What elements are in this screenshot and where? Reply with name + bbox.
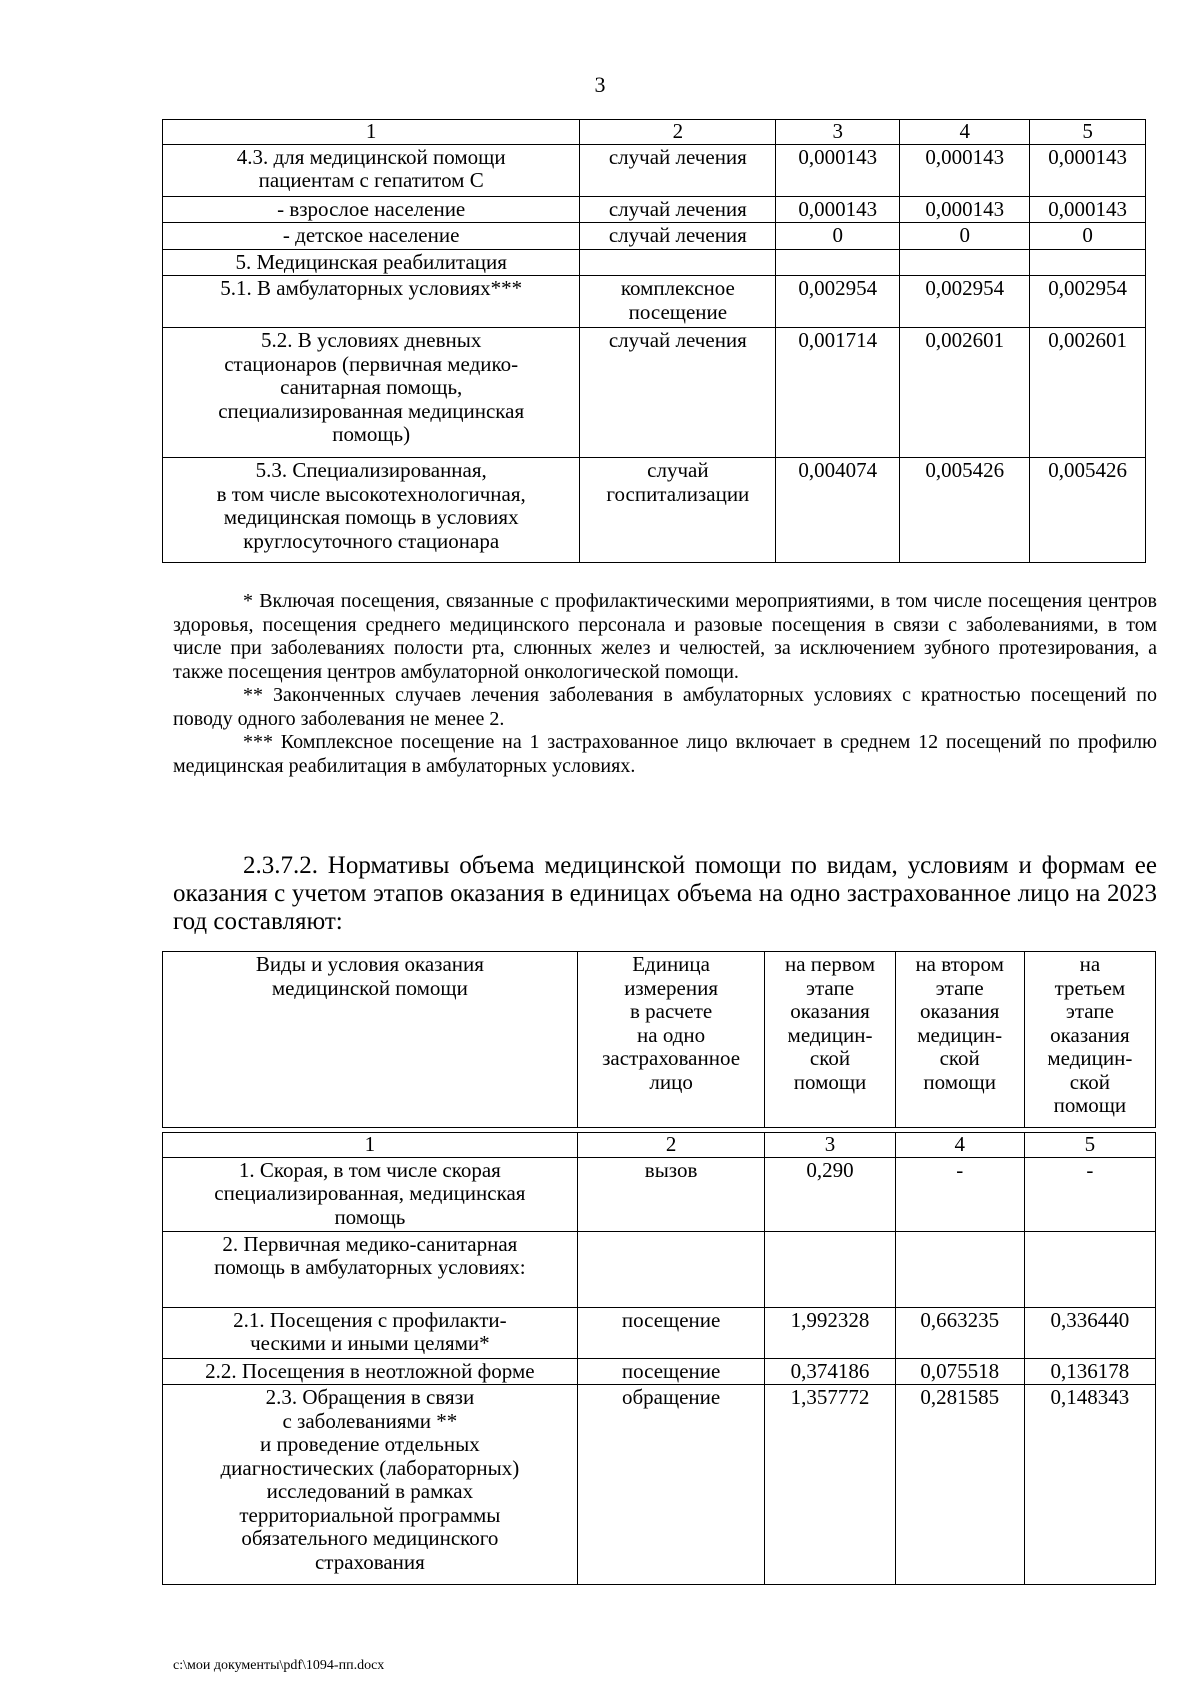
row-name-cell bbox=[163, 249, 580, 276]
row-name-cell-line: медицинская помощь в условиях bbox=[223, 505, 519, 529]
row-name-cell-line: специализированная медицинская bbox=[218, 398, 525, 423]
section-heading-text: 2.3.7.2. Нормативы объема медицинской помощи по видам, условиям и формам ее оказания с учетом этапов оказания в единицах объема на одно застрахованное лицо на 2023 год составляют: bbox=[173, 852, 1157, 935]
row-name-cell-line: пациентам с гепатитом С bbox=[258, 168, 484, 192]
value-cell-4: 0,002954 bbox=[900, 276, 1030, 328]
value-cell-3: 1,992328 bbox=[765, 1307, 895, 1358]
value-cell-4 bbox=[895, 1231, 1024, 1307]
value-cell-3 bbox=[765, 1231, 895, 1307]
row-unit-cell-line: посещение bbox=[621, 1307, 721, 1332]
column-header-2-line: в расчете bbox=[629, 999, 713, 1023]
column-header-1-line: Виды и условия оказания bbox=[255, 952, 484, 976]
row-unit-cell bbox=[580, 458, 776, 563]
table-row bbox=[163, 1358, 1156, 1385]
footnote-2: ** Законченных случаев лечения заболевания в амбулаторных условиях с кратностью посещений по поводу одного заболевания не менее 2. bbox=[173, 684, 1157, 730]
row-name-cell bbox=[163, 1307, 578, 1358]
row-name-cell-line: - детское население bbox=[282, 223, 460, 247]
value-cell-5 bbox=[1024, 1231, 1155, 1307]
column-number-4: 4 bbox=[900, 120, 1030, 145]
row-name-cell bbox=[163, 223, 580, 250]
row-name-cell bbox=[163, 276, 580, 328]
row-unit-cell bbox=[577, 1231, 765, 1307]
column-number-1: 1 bbox=[163, 1133, 578, 1158]
column-number-5: 5 bbox=[1024, 1133, 1155, 1158]
table-row bbox=[163, 144, 1146, 196]
row-name-cell-line: 2.2. Посещения в неотложной форме bbox=[205, 1358, 535, 1383]
table-1 bbox=[162, 119, 1146, 563]
row-unit-cell-line: комплексное bbox=[620, 276, 735, 300]
column-header-5-line: этапе bbox=[1065, 999, 1114, 1023]
row-unit-cell bbox=[577, 1358, 765, 1385]
row-name-cell-line: диагностических (лабораторных) bbox=[220, 1455, 520, 1480]
footer-path: c:\мои документы\pdf\1094-пп.docx bbox=[173, 1658, 385, 1673]
column-number-5: 5 bbox=[1030, 120, 1146, 145]
value-cell-3: 0,002954 bbox=[776, 276, 900, 328]
value-cell-4: - bbox=[895, 1157, 1024, 1231]
row-unit-cell bbox=[577, 1385, 765, 1585]
value-cell-5: 0,000143 bbox=[1030, 196, 1146, 223]
footnote-3: *** Комплексное посещение на 1 застрахованное лицо включает в среднем 12 посещений по профилю медицинская реабилитация в амбулаторных условиях. bbox=[173, 731, 1157, 777]
value-cell-4: 0,281585 bbox=[895, 1385, 1024, 1585]
table-row bbox=[163, 1307, 1156, 1358]
row-name-cell-line: 1. Скорая, в том числе скорая bbox=[238, 1157, 501, 1182]
row-name-cell-line: территориальной программы bbox=[239, 1502, 501, 1527]
value-cell-5: - bbox=[1024, 1157, 1155, 1231]
row-name-cell-line: помощь bbox=[334, 1204, 406, 1229]
column-header-3 bbox=[765, 952, 895, 1128]
column-header-2-line: на одно bbox=[637, 1022, 706, 1047]
row-name-cell-line: 5. Медицинская реабилитация bbox=[235, 249, 507, 274]
row-unit-cell bbox=[580, 223, 776, 250]
row-unit-cell bbox=[580, 249, 776, 276]
footnotes bbox=[173, 590, 1157, 778]
row-unit-cell-line: посещение bbox=[621, 1358, 721, 1383]
value-cell-3: 0,001714 bbox=[776, 328, 900, 458]
value-cell-3: 0,000143 bbox=[776, 144, 900, 196]
row-unit-cell-line: посещение bbox=[628, 299, 728, 324]
column-header-3-line: ской bbox=[809, 1046, 851, 1070]
row-name-cell-line: специализированная, медицинская bbox=[214, 1181, 526, 1205]
column-header-3-line: медицин- bbox=[787, 1022, 873, 1047]
table-row bbox=[163, 1231, 1156, 1307]
row-name-cell bbox=[163, 196, 580, 223]
row-name-cell bbox=[163, 1358, 578, 1385]
table-2 bbox=[162, 1132, 1156, 1585]
row-name-cell-line: круглосуточного стационара bbox=[243, 528, 500, 553]
row-name-cell bbox=[163, 458, 580, 563]
value-cell-4: 0,000143 bbox=[900, 196, 1030, 223]
value-cell-4: 0,075518 bbox=[895, 1358, 1024, 1385]
value-cell-3 bbox=[776, 249, 900, 276]
column-header-2-line: застрахованное bbox=[602, 1046, 741, 1070]
column-header-4-line: оказания bbox=[919, 999, 1000, 1023]
row-unit-cell-line: вызов bbox=[644, 1157, 698, 1182]
row-name-cell bbox=[163, 1157, 578, 1231]
column-header-4-line: медицин- bbox=[917, 1022, 1003, 1047]
row-unit-cell-line: обращение bbox=[621, 1385, 721, 1409]
value-cell-3: 0,000143 bbox=[776, 196, 900, 223]
column-number-row bbox=[163, 1133, 1156, 1158]
column-header-1-line: медицинской помощи bbox=[271, 975, 468, 1000]
row-unit-cell-line: случай bbox=[647, 458, 709, 482]
column-number-3: 3 bbox=[776, 120, 900, 145]
row-name-cell bbox=[163, 144, 580, 196]
column-number-2: 2 bbox=[580, 120, 776, 145]
row-name-cell-line: помощь в амбулаторных условиях: bbox=[214, 1255, 526, 1279]
row-name-cell bbox=[163, 1231, 578, 1307]
column-header-5 bbox=[1024, 952, 1155, 1128]
value-cell-4: 0,005426 bbox=[900, 458, 1030, 563]
table-row bbox=[163, 223, 1146, 250]
row-name-cell-line: ческими и иными целями* bbox=[250, 1331, 490, 1355]
column-header-3-line: на первом bbox=[785, 952, 876, 976]
footnote-1: * Включая посещения, связанные с профилактическими мероприятиями, в том числе посещения центров здоровья, посещения среднего медицинского персонала и разовые посещения в связи с заболеваниями, в том числе при заболеваниях полости рта, слюнных желез и челюстей, за исключением зубного протезирования, а также посещения центров амбулаторной онкологической помощи. bbox=[173, 590, 1157, 683]
value-cell-5: 0,002954 bbox=[1030, 276, 1146, 328]
column-header-5-line: ской bbox=[1069, 1069, 1110, 1094]
column-header-3-line: оказания bbox=[790, 999, 870, 1023]
column-header-1 bbox=[163, 952, 578, 1128]
column-header-3-line: этапе bbox=[805, 975, 855, 1000]
row-name-cell-line: 4.3. для медицинской помощи bbox=[236, 144, 506, 169]
row-name-cell-line: 5.1. В амбулаторных условиях*** bbox=[220, 276, 523, 300]
column-header-2-line: измерения bbox=[624, 975, 718, 1000]
column-header-4-line: ской bbox=[939, 1046, 980, 1070]
column-header-2-line: лицо bbox=[649, 1069, 693, 1094]
table-2-header-row bbox=[163, 952, 1156, 1128]
value-cell-5: 0,002601 bbox=[1030, 328, 1146, 458]
value-cell-5 bbox=[1030, 249, 1146, 276]
row-name-cell-line: и проведение отдельных bbox=[260, 1432, 480, 1456]
row-name-cell-line: 2.1. Посещения с профилакти- bbox=[233, 1307, 507, 1332]
row-unit-cell bbox=[577, 1307, 765, 1358]
value-cell-5: 0,136178 bbox=[1024, 1358, 1155, 1385]
row-name-cell bbox=[163, 328, 580, 458]
column-header-5-line: медицин- bbox=[1047, 1046, 1133, 1070]
table-row bbox=[163, 249, 1146, 276]
row-name-cell-line: обязательного медицинского bbox=[241, 1526, 499, 1550]
row-unit-cell-line: случай лечения bbox=[608, 144, 747, 169]
column-header-4-line: на втором bbox=[915, 952, 1004, 976]
value-cell-5: 0,000143 bbox=[1030, 144, 1146, 196]
table-row bbox=[163, 276, 1146, 328]
row-name-cell-line: помощь) bbox=[332, 422, 411, 446]
row-name-cell-line: стационаров (первичная медико- bbox=[224, 351, 519, 376]
row-name-cell-line: 5.3. Специализированная, bbox=[255, 458, 487, 482]
column-header-5-line: оказания bbox=[1050, 1022, 1130, 1047]
column-header-4-line: этапе bbox=[935, 975, 984, 1000]
row-unit-cell bbox=[580, 276, 776, 328]
row-unit-cell-line: случай лечения bbox=[608, 223, 747, 247]
value-cell-5: 0,336440 bbox=[1024, 1307, 1155, 1358]
column-header-5-line: помощи bbox=[1053, 1093, 1127, 1117]
row-name-cell-line: - взрослое население bbox=[277, 196, 466, 221]
table-row bbox=[163, 1385, 1156, 1585]
row-name-cell bbox=[163, 1385, 578, 1585]
column-header-5-line: третьем bbox=[1054, 975, 1126, 1000]
table-row bbox=[163, 196, 1146, 223]
value-cell-4: 0,000143 bbox=[900, 144, 1030, 196]
value-cell-3: 0 bbox=[776, 223, 900, 250]
column-header-2-line: Единица bbox=[632, 952, 710, 976]
row-name-cell-line: страхования bbox=[314, 1549, 425, 1574]
value-cell-3: 1,357772 bbox=[765, 1385, 895, 1585]
value-cell-5: 0 bbox=[1030, 223, 1146, 250]
column-header-2 bbox=[577, 952, 765, 1128]
row-name-cell-line: 2. Первичная медико-санитарная bbox=[222, 1231, 518, 1256]
table-row bbox=[163, 1157, 1156, 1231]
value-cell-3: 0,290 bbox=[765, 1157, 895, 1231]
value-cell-3: 0,374186 bbox=[765, 1358, 895, 1385]
value-cell-4: 0,663235 bbox=[895, 1307, 1024, 1358]
row-name-cell-line: 5.2. В условиях дневных bbox=[260, 328, 482, 352]
column-number-3: 3 bbox=[765, 1133, 895, 1158]
column-number-row bbox=[163, 120, 1146, 145]
row-name-cell-line: в том числе высокотехнологичная, bbox=[216, 481, 526, 506]
table-2-header bbox=[162, 951, 1156, 1128]
value-cell-3: 0,004074 bbox=[776, 458, 900, 563]
row-unit-cell bbox=[577, 1157, 765, 1231]
row-name-cell-line: исследований в рамках bbox=[266, 1479, 474, 1503]
value-cell-5: 0,148343 bbox=[1024, 1385, 1155, 1585]
column-number-1: 1 bbox=[163, 120, 580, 145]
row-unit-cell bbox=[580, 144, 776, 196]
row-unit-cell bbox=[580, 196, 776, 223]
column-number-4: 4 bbox=[895, 1133, 1024, 1158]
value-cell-4: 0 bbox=[900, 223, 1030, 250]
column-header-3-line: помощи bbox=[793, 1069, 867, 1094]
row-unit-cell-line: случай лечения bbox=[608, 196, 747, 221]
value-cell-5: 0,005426 bbox=[1030, 458, 1146, 563]
column-header-4 bbox=[895, 952, 1024, 1128]
row-name-cell-line: 2.3. Обращения в связи bbox=[265, 1385, 475, 1409]
column-header-4-line: помощи bbox=[923, 1069, 996, 1094]
row-unit-cell-line: госпитализации bbox=[606, 481, 750, 506]
table-row bbox=[163, 458, 1146, 563]
row-name-cell-line: санитарная помощь, bbox=[280, 375, 463, 399]
row-unit-cell bbox=[580, 328, 776, 458]
page-number: 3 bbox=[594, 72, 606, 97]
row-name-cell-line: с заболеваниями ** bbox=[282, 1408, 458, 1433]
value-cell-4: 0,002601 bbox=[900, 328, 1030, 458]
section-heading bbox=[173, 852, 1157, 936]
column-number-2: 2 bbox=[577, 1133, 765, 1158]
table-row bbox=[163, 328, 1146, 458]
column-header-5-line: на bbox=[1079, 952, 1101, 976]
row-unit-cell-line: случай лечения bbox=[608, 328, 747, 352]
value-cell-4 bbox=[900, 249, 1030, 276]
